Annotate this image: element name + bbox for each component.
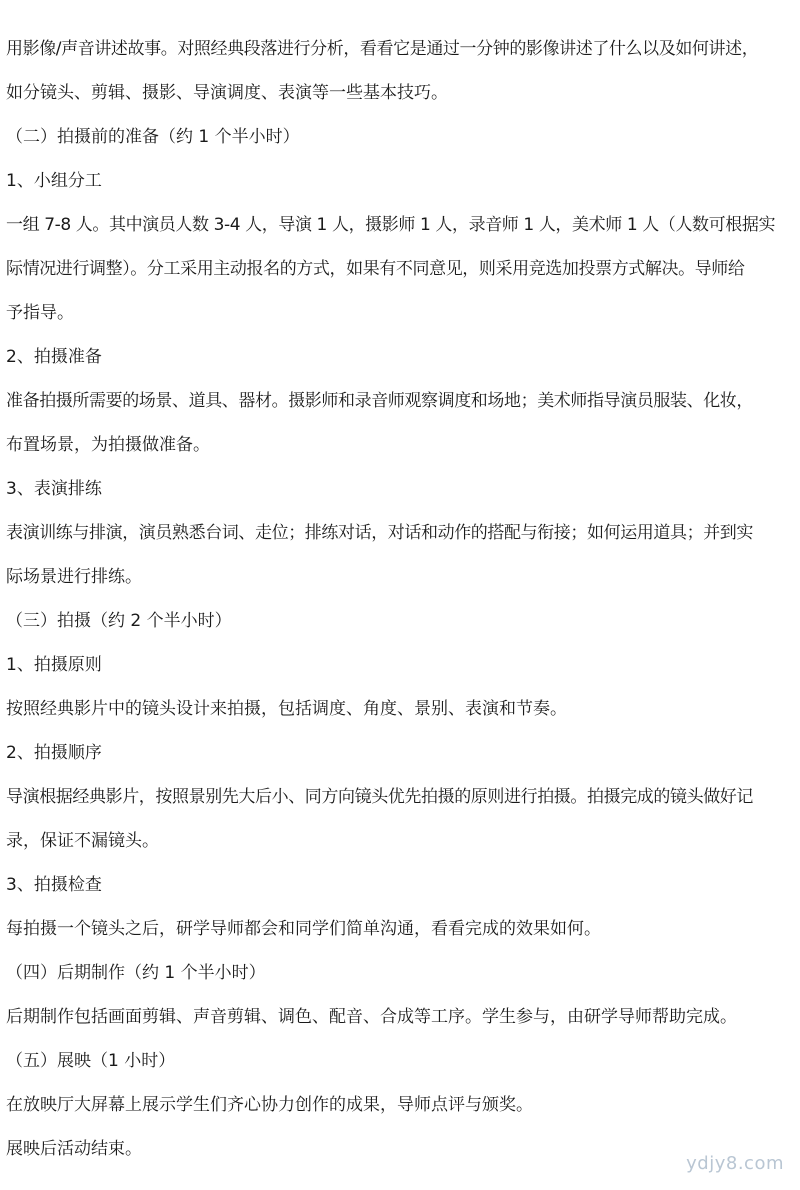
section-heading: （三）拍摄（约 2 个半小时） [6,611,232,631]
document-body [6,27,796,1171]
paragraph-line: 后期制作包括画面剪辑、声音剪辑、调色、配音、合成等工序。学生参与，由研学导师帮助完成。 [6,1007,737,1027]
paragraph-line: 准备拍摄所需要的场景、道具、器材。摄影师和录音师观察调度和场地；美术师指导演员服装、化妆， [6,391,753,411]
paragraph-line: 表演训练与排演，演员熟悉台词、走位；排练对话，对话和动作的搭配与衔接；如何运用道具；并到实 [6,523,753,543]
subsection-heading: 2、拍摄顺序 [6,743,102,763]
section-heading: （五）展映（1 小时） [6,1051,176,1071]
paragraph-line: 按照经典影片中的镜头设计来拍摄，包括调度、角度、景别、表演和节奏。 [6,699,567,719]
subsection-heading: 1、小组分工 [6,171,102,191]
paragraph-line: 际场景进行排练。 [6,567,142,587]
paragraph-line: 用影像/声音讲述故事。对照经典段落进行分析，看看它是通过一分钟的影像讲述了什么以及如何讲述， [6,39,759,59]
subsection-heading: 3、拍摄检查 [6,875,102,895]
paragraph-line: 如分镜头、剪辑、摄影、导演调度、表演等一些基本技巧。 [6,83,448,103]
paragraph-line: 导演根据经典影片，按照景别先大后小、同方向镜头优先拍摄的原则进行拍摄。拍摄完成的镜头做好记 [6,787,753,807]
paragraph-line: 布置场景，为拍摄做准备。 [6,435,210,455]
subsection-heading: 3、表演排练 [6,479,102,499]
section-heading: （二）拍摄前的准备（约 1 个半小时） [6,127,300,147]
paragraph-line: 展映后活动结束。 [6,1139,142,1159]
paragraph-line: 一组 7-8 人。其中演员人数 3-4 人，导演 1 人，摄影师 1 人，录音师 1 人，美术师 1 人（人数可根据实 [6,215,776,235]
subsection-heading: 1、拍摄原则 [6,655,102,675]
paragraph-line: 每拍摄一个镜头之后，研学导师都会和同学们简单沟通，看看完成的效果如何。 [6,919,601,939]
subsection-heading: 2、拍摄准备 [6,347,102,367]
paragraph-line: 际情况进行调整）。分工采用主动报名的方式，如果有不同意见，则采用竞选加投票方式解决。导师给 [6,259,745,279]
paragraph-line: 在放映厅大屏幕上展示学生们齐心协力创作的成果，导师点评与颁奖。 [6,1095,533,1115]
paragraph-line: 予指导。 [6,303,74,323]
paragraph-line: 录，保证不漏镜头。 [6,831,159,851]
watermark: ydjy8.com [686,1153,784,1174]
section-heading: （四）后期制作（约 1 个半小时） [6,963,266,983]
